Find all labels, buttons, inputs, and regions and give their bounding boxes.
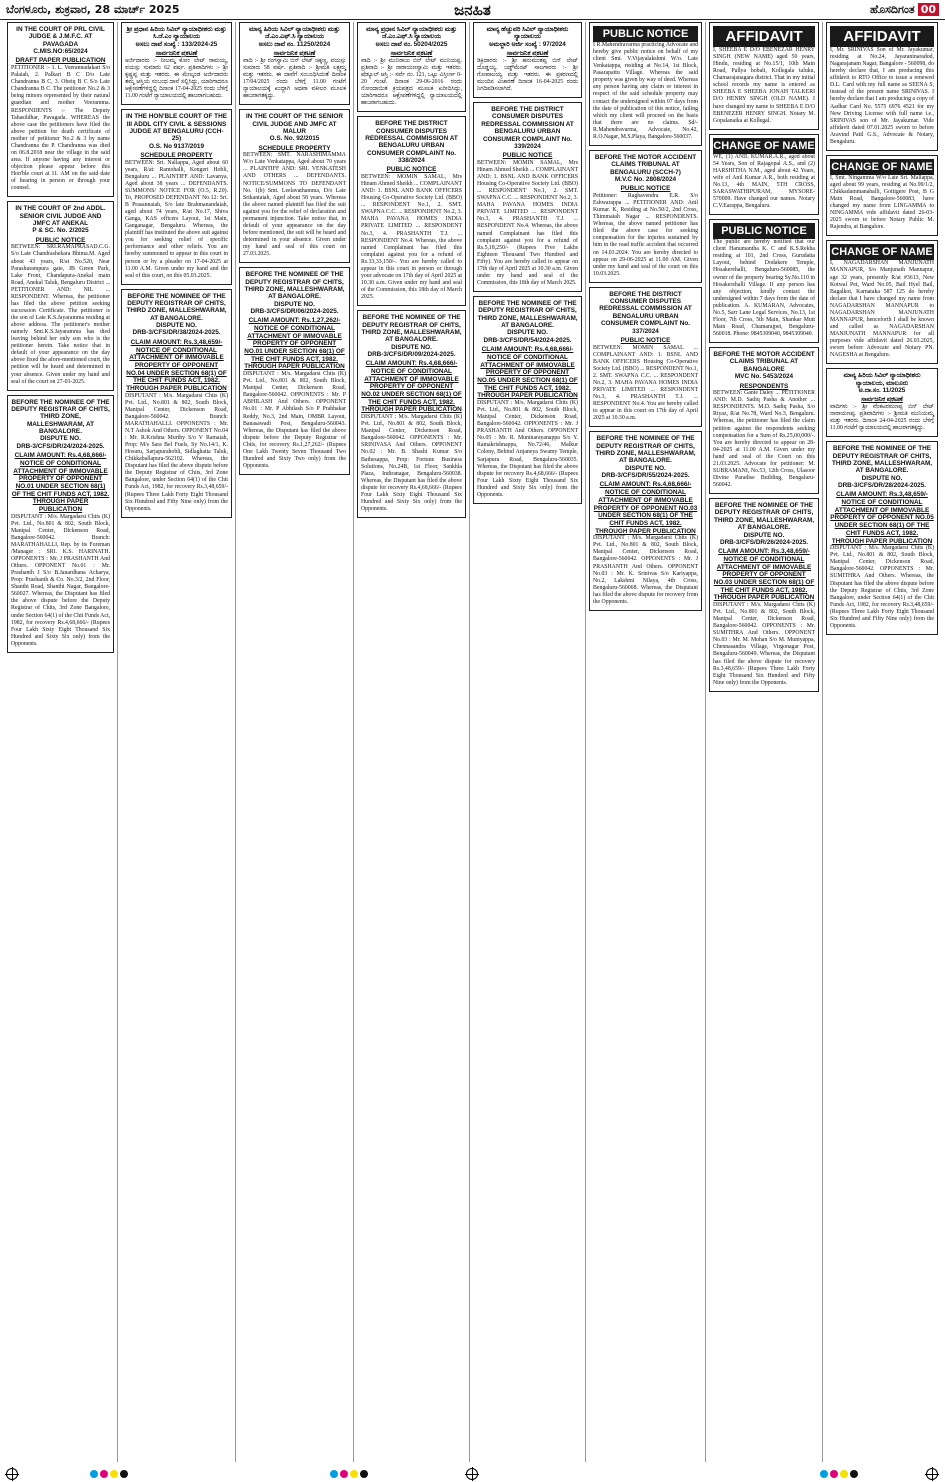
legal-notice	[826, 368, 938, 437]
notice-heading: IN THE COURT OF THE SENIOR CIVIL JUDGE AND JMFC AT MALUR O.S. No. 92/2015	[246, 113, 343, 143]
notice-subheading: CLAIM AMOUNT: Rs.1,27,262/- NOTICE OF CONDITIONAL ATTACHMENT OF IMMOVABLE PROPERTY OF OPPONENT NO.01 UNDER SECTION 68(1) OF THE CHIT FUNDS ACT, 1982. THROUGH PAPER PUBLICATION	[244, 317, 345, 371]
color-dot	[840, 1470, 848, 1478]
notice-heading: BEFORE THE NOMINEE OF THE DEPUTY REGISTRAR OF CHITS, THIRD ZONE, MALLESHWARAM, AT BANGALORE. DISPUTE NO. DRB-3/CFS/DR/55/2024-2025.	[595, 435, 696, 480]
legal-notice	[709, 134, 819, 216]
legal-notice	[239, 22, 350, 105]
notice-heading: BEFORE THE NOMINEE OF THE DEPUTY REGISTRAR OF CHITS, THIRD ZONE, MALLESHWARAM, AT BANGALORE. DISPUTE NO. DRB-3/CFS/DR/54/2024-2025.	[477, 300, 578, 344]
notice-heading: IN THE COURT OF 2nd ADDL. SENIOR CIVIL JUDGE AND JMFC AT ANEKAL P & SC. No. 2/2025	[15, 205, 106, 235]
notice-banner: PUBLIC NOTICE	[593, 26, 698, 42]
notice-subheading: DRAFT PAPER PUBLICATION	[15, 57, 106, 65]
notice-subheading: CLAIM AMOUNT: Rs.3,48,659/- NOTICE OF CONDITIONAL ATTACHMENT OF IMMOVABLE PROPERTY OF OPPONENT NO.04 UNDER SECTION 68(1) OF THE CHIT FUNDS ACT, 1982. THROUGH PAPER PUBLICATION	[126, 338, 227, 392]
color-dot	[120, 1470, 128, 1478]
color-dot	[340, 1470, 348, 1478]
legal-notice	[826, 441, 938, 635]
notice-banner: CHANGE OF NAME	[713, 139, 815, 152]
notice-heading: BEFORE THE DISTRICT CONSUMER DISPUTES REDRESSAL COMMISSION AT BENGALURU URBAN CONSUMER COMPLAINT No. 339/2024	[481, 106, 574, 150]
notice-body: DISPUTANT : M/s. Margadarsi Chits (K) Pvt. Ltd., No.801 & 802, South Block, Manipal Center, Dickenson Road, Bangalore-560042. OPPONENTS : Mr. SUMITHRA And Others. Whereas, the Disputant has filed the above dispute before the Deputy Registrar of Chits, 3rd Zone Bangalore, under Section 64(1) of the Chit Funds Act, 1982, for recovery Rs.3,48,659/- (Rupees Three Lakh Forty Eight Thousand Six Hundred and Fifty Nine only) from the Opponents.	[830, 545, 934, 629]
notice-column	[236, 22, 354, 1462]
notice-column	[823, 22, 941, 1462]
registration-mark-icon	[926, 1468, 938, 1480]
legal-notice	[709, 347, 819, 494]
legal-notice	[7, 22, 114, 197]
notice-body: ಅರ್ಜಿದಾರರು :- ನೀಲಮ್ಮ ಕೋಂ ಲೇಟ್ ರಾಮಯ್ಯ, ವಯಸ್ಸು ಸುಮಾರು 62 ವರ್ಷ. ಪ್ರತಿವಾದಿಗಳು :- ಶ್ರೀ ಕೃಷ್ಣಪ್ಪ ಮತ್ತು ಇತರರು. ಈ ಮೇಲ್ಕಂಡ ಅರ್ಜಿದಾರರು ತಮ್ಮ ಆಸ್ತಿಯ ಸಂಬಂಧ ದಾವೆ ಸಲ್ಲಿಸಿದ್ದು, ಯಾರಿಗಾದರೂ ಆಕ್ಷೇಪಣೆಗಳಿದ್ದಲ್ಲಿ ದಿನಾಂಕ 17-04-2025 ರಂದು ಬೆಳಿಗ್ಗೆ 11.00 ಗಂಟೆಗೆ ನ್ಯಾಯಾಲಯದಲ್ಲಿ ಹಾಜರಾಗಬಹುದು.	[125, 57, 228, 100]
color-dot	[850, 1470, 858, 1478]
notice-column	[354, 22, 470, 1462]
color-dot	[100, 1470, 108, 1478]
legal-notice	[709, 22, 819, 130]
notice-heading: BEFORE THE MOTOR ACCIDENT CLAIMS TRIBUNAL AT BANGALORE MVC No. 5453/2024	[713, 351, 815, 381]
notice-subheading: RESPONDENTS	[739, 382, 789, 390]
legal-notice	[121, 22, 232, 105]
notice-banner: CHANGE OF NAME	[831, 160, 933, 173]
notice-body: WE, (1) ANIL KUMAR.A.R., aged about 54 Years, Son of Rajagopal A.S., and (2) HARSHITHA N.M., aged about 42 Years, wife of Anil Kumar A.R., both residing at No.13, 4th MAIN, 5TH CROSS, SARASWATHIPURAM, MYSORE-570009. Have changed our names. Notary C.V.Earappa, Bengaluru.	[713, 153, 815, 210]
notice-heading: ಮಾನ್ಯ ಹಿರಿಯ ಸಿವಿಲ್ ನ್ಯಾಯಾಧೀಶರು ನ್ಯಾಯಾಲಯ, ಮಾಲೂರು ಅ.ದಾ.ಸಂ. 11/2025	[843, 372, 921, 394]
legal-notice	[473, 102, 582, 292]
notice-heading: IN THE HON'BLE COURT OF THE III ADDL CITY CIVIL & SESSIONS JUDGE AT BENGALURU (CCH-25) O.S. No 9137/2019	[126, 113, 227, 150]
color-dot	[360, 1470, 368, 1478]
masthead-paper-title: ಹೊಸದಿಗಂತ	[870, 3, 915, 16]
notice-subheading: PUBLIC NOTICE	[502, 152, 553, 160]
notice-subheading: CLAIM AMOUNT: Rs.4,68,666/- NOTICE OF CONDITIONAL ATTACHMENT OF IMMOVABLE PROPERTY OF OPPONENT NO.01 UNDER SECTION 68(1) OF THE CHIT FUNDS ACT, 1982. THROUGH PAPER PUBLICATION	[11, 452, 110, 513]
notice-heading: ಶ್ರೀ ಪ್ರಧಾನ ಹಿರಿಯ ಸಿವಿಲ್ ನ್ಯಾಯಾಧೀಶರು ಮತ್ತು ಸಿ.ಜೆ.ಎಂ ನ್ಯಾಯಾಲಯ ಅಸಲು ದಾವೆ ಸಂಖ್ಯೆ : 133/2024-25	[126, 26, 227, 48]
notice-banner: CHANGE OF NAME	[831, 246, 933, 259]
notice-body: ವಾದಿಗಳು :- ಶ್ರೀ ವೆಂಕಟರಮಣಪ್ಪ ಬಿನ್ ಲೇಟ್ ನಾರಾಯಣಪ್ಪ. ಪ್ರತಿವಾದಿಗಳು :- ಶ್ರೀಮತಿ ಮುನಿಯಮ್ಮ ಮತ್ತು ಇತರರು. ದಿನಾಂಕ 24-04-2025 ರಂದು ಬೆಳಿಗ್ಗೆ 11.00 ಗಂಟೆಗೆ ನ್ಯಾಯಾಲಯದಲ್ಲಿ ಹಾಜರಾಗತಕ್ಕದ್ದು.	[830, 404, 934, 432]
notice-banner: AFFIDAVIT	[713, 26, 815, 47]
legal-notice	[7, 395, 114, 653]
color-dot	[830, 1470, 838, 1478]
registration-mark-icon	[6, 1468, 18, 1480]
notice-body: DISPUTANT : M/s. Margadarsi Chits (K) Pvt. Ltd., No.801 & 802, South Block, Manipal Center, Dickenson Road, Bangalore-560042. OPPONENTS : Mr. SUMITHRA And Others. OPPONENT No.03 : Mr. M. Mohan S/o M. Muniyappa, Chennasandra Village, Virgonagar Post, Bengaluru-560049. Whereas, the Disputant has filed the above dispute for recovery Rs.3,48,659/- (Rupees Three Lakh Forty Eight Thousand Six Hundred and Fifty Nine only) from the Opponents.	[713, 602, 815, 686]
legal-notice	[826, 240, 938, 364]
color-dot	[330, 1470, 338, 1478]
legal-notice	[589, 287, 702, 428]
legal-notice	[473, 22, 582, 98]
legal-notice	[357, 310, 466, 518]
notice-grid	[4, 22, 941, 1462]
legal-notice	[7, 201, 114, 390]
notice-body: ವಾದಿ :- ಶ್ರೀ ಮುನಿರಾಜು ಬಿನ್ ಲೇಟ್ ಮುನಿಯಪ್ಪ. ಪ್ರತಿವಾದಿ :- ಶ್ರೀ ನಾರಾಯಣಸ್ವಾಮಿ ಮತ್ತು ಇತರರು. ಷೆಡ್ಯೂಲ್ ಆಸ್ತಿ :- ಸರ್ವೆ ನಂ. 121, ಒಟ್ಟು ವಿಸ್ತೀರ್ಣ 0-20 ಗುಂಟೆ. ದಿನಾಂಕ 29-06-2016 ರಂದು ನೋಂದಾಯಿತ ಕ್ರಯಪತ್ರದ ಮೂಲಕ ಖರೀದಿಸಿದ್ದು, ಯಾರಿಗಾದರೂ ಆಕ್ಷೇಪಣೆಗಳಿದ್ದಲ್ಲಿ ನ್ಯಾಯಾಲಯದಲ್ಲಿ ಹಾಜರಾಗಬಹುದು.	[361, 57, 462, 107]
masthead-date: ಬೆಂಗಳೂರು, ಶುಕ್ರವಾರ, 28 ಮಾರ್ಚ್ 2025	[6, 3, 180, 16]
notice-column	[586, 22, 706, 1462]
notice-heading: BEFORE THE NOMINEE OF THE DEPUTY REGISTRAR OF CHITS, THIRD ZONE, MALLESHWARAM, AT BANGALORE. DISPUTE NO. DRB-3/CFS/DR/26/2024-2025.	[713, 502, 815, 546]
notice-body: DISPUTANT : M/s. Margadarsi Chits (K) Pvt. Ltd., No.801 & 802, South Block, Manipal Center, Dickenson Road, Bangalore-560042. OPPONENTS : Mr. J PRASHANTH And Others. OPPONENT No.03 : Mr. K. Srinivas S/o Kariyappa, No.2, Lakshmi Nilaya, 4th Cross, Bengaluru-560068. Whereas, the Disputant has filed the above dispute for recovery from the Opponents.	[593, 535, 698, 605]
notice-body: BETWEEN: SRI.RAMAPRASAD.C.G. S/o Late Chandrashekara Bhima.M. Aged about 43 years, R/at No.520, Near Parashurampura gate, JB Green Park, Lake Front, Chandapura-Anekal main Road, Anekal Taluk, Bengaluru District ... PETITIONER AND: NIL ... RESPONDENT. Whereas, the petitioner has filed the above petition seeking succession Certificate. The petitioner is the son of Late K.S.Jayaramma residing at above address. The petitioner's mother namely Smt.K.S.Jayaramma has died leaving behind her only son who is the petitioner herein. Take notice that in default of your appearance on the day above fixed the afore-mentioned court, the petition will be heard and determined in your absence. Given under my hand and seal of the court on 27-03-2025.	[11, 244, 110, 385]
color-dots-right	[820, 1470, 858, 1478]
notice-subheading: CLAIM AMOUNT: Rs.3,48,659/- NOTICE OF CONDITIONAL ATTACHMENT OF IMMOVABLE PROPERTY OF OPPONENT NO.03 UNDER SECTION 68(1) OF THE CHIT FUNDS ACT, 1982. THROUGH PAPER PUBLICATION	[713, 548, 815, 602]
color-dot	[820, 1470, 828, 1478]
legal-notice	[709, 219, 819, 343]
notice-column	[706, 22, 823, 1462]
notice-subheading: SCHEDULE PROPERTY	[140, 151, 213, 159]
notice-column	[118, 22, 236, 1462]
notice-body: DISPUTANT : M/s. Margadarsi Chits (K) Pvt. Ltd., No.801 & 802, South Block, Manipal Center, Dickenson Road, Bangalore-560042. OPPONENTS : Mr. P ABHILASH And Others. OPPONENT No.01 : Mr. P Abhilash S/o P Prabhakar Reddy, No.3, 2nd Main, OMBR Layout, Banasawadi Post, Bengaluru-560043. Whereas, the Disputant has filed the above dispute before the Deputy Registrar of Chits, for recovery Rs.1,27,262/- (Rupees One Lakh Twenty Seven Thousand Two Hundred and Sixty Two only) from the Opponents.	[243, 371, 346, 469]
color-dot	[350, 1470, 358, 1478]
notice-body: I, Mr. SRINIVAS Son of Mr. Jayakumar, residing at No.24, Jayaraninaradod, Nagarajanam Nagar, Bangalore - 560098, do hereby declare that, I am producing this affidavit to RTO Office to issue a renewed D.L. Card with my full name as SEENA S, instead of the present name SRINIVAS. I hereby declare that I am producing a copy of Aadhar Card No. 5575 6976 4521 for my New Driving License with full name i.e., SRINIVAS son of Mr. Jayakumar. Vide affidavit dated 07.01.2025 sworn to before Aravind Patil G.S., Advocate & Notary, Bengaluru.	[830, 47, 934, 145]
notice-subheading: CLAIM AMOUNT: Rs.3,48,659/- NOTICE OF CONDITIONAL ATTACHMENT OF IMMOVABLE PROPERTY OF OPPONENT NO.05 UNDER SECTION 68(1) OF THE CHIT FUNDS ACT, 1982. THROUGH PAPER PUBLICATION	[830, 491, 934, 545]
notice-subheading: ಸಾರ್ವಜನಿಕ ಪ್ರಕಟಣೆ	[390, 50, 433, 58]
notice-heading: BEFORE THE NOMINEE OF THE DEPUTY REGISTRAR OF CHITS, THIRD ZONE, MALLESHWARAM, AT BANGALORE. DISPUTE NO. DRB-3/CFS/DR/24/2024-2025.	[11, 398, 110, 450]
notice-body: BETWEEN: MOMIN SAMAL, Mrs Hinam Ahmed Sheikh ... COMPLAINANT AND: 1. BSNL AND BANK OFFICERS Housing Co-Operative Society Ltd. (BBO) ... RESPONDENT No.1, 2. SMT. SWAPNA C.C. ... RESPONDENT No.2, 3. MAHA PAVANA HOMES INDIA PRIVATE LIMITED ... RESPONDENT No.3, 4. PRASHANTH T.J. ... RESPONDENT No.4. Whereas, the above named Complainant has filed this complaint against you for a refund of Rs.33,33,150/-. You are hereby called to appear in this court in person or through your advocate on 17th day of April 2025 at 10.30 a.m. Given under my hand and seal of the Commission, this 18th day of March 2025.	[361, 174, 462, 301]
notice-subheading: PUBLIC NOTICE	[386, 166, 437, 174]
color-dots-left	[90, 1470, 128, 1478]
notice-subheading: SCHEDULE PROPERTY	[258, 144, 331, 152]
notice-body: BETWEEN: SMT. NARASHIMAMMA W/o Late Venkatappa, Aged about 70 years ... PLAINTIFF AND: SRI. VENKATESH AND OTHERS ... DEFENDANTS. NOTICE/SUMMONS TO DEFENDANT No. 1(b) Smt. Leelavathamma, D/o Late Srikantaiah, Aged about 58 years. Whereas the above named plaintiff has filed the suit against you for the relief of declaration and permanent injunction. Take notice that, in default of your appearance on the day before mentioned, the suit will be heard and determined in your absence. Given under my hand and seal of this court on 27.03.2025.	[243, 152, 346, 258]
color-dots-mid	[330, 1470, 368, 1478]
notice-heading: BEFORE THE DISTRICT CONSUMER DISPUTES REDRESSAL COMMISSION AT BENGALURU URBAN CONSUMER COMPLAINT No. 337/2024	[599, 290, 692, 335]
notice-heading: BEFORE THE NOMINEE OF THE DEPUTY REGISTRAR OF CHITS, THIRD ZONE, MALLESHWARAM, AT BANGALORE. DISPUTE NO. DRB-3/CFS/DR/38/2024-2025.	[126, 292, 227, 337]
legal-notice	[121, 289, 232, 518]
notice-body: BETWEEN: Sri. Nallappa, Aged about 60 years, R/at: Ramohalli, Kengeri Hobli, Bengaluru ... PLAINTIFF AND: Lavanya, Aged about 38 years ... DEFENDANTS. SUMMONS/ NOTICE FOR (O.5, R.20). To, PROPOSED DEFENDANT No.12: Sri. B Prasannaiah, S/o late Brahmanandaiah, aged about 74 years, R/at No.17, Shiva Ganga, KAS officers Layout, 1st Main, Ganganagar, Bengaluru. Whereas, the plaintiff has instituted the above suit against you for seeking relief of specific performance and other reliefs. You are hereby summoned to appear in this court in person or by a pleader on 17-04-2025 at 11.00 A.M. Given under my hand and the seal of this court, on this 05.03.2025.	[125, 159, 228, 279]
notice-body: ವಾದಿ :- ಶ್ರೀ ರಂಗಸ್ವಾಮಿ ಬಿನ್ ಲೇಟ್ ಚಿಕ್ಕಣ್ಣ, ವಯಸ್ಸು ಸುಮಾರು 58 ವರ್ಷ. ಪ್ರತಿವಾದಿ :- ಶ್ರೀಮತಿ ಲಕ್ಷ್ಮಮ್ಮ ಮತ್ತು ಇತರರು. ಈ ದಾವೆಗೆ ಸಂಬಂಧಿಸಿದಂತೆ ದಿನಾಂಕ 17/04/2025 ರಂದು ಬೆಳಿಗ್ಗೆ 11.00 ಗಂಟೆಗೆ ನ್ಯಾಯಾಲಯಕ್ಕೆ ಖುದ್ದಾಗಿ ಅಥವಾ ವಕೀಲರ ಮೂಲಕ ಹಾಜರಾಗತಕ್ಕದ್ದು.	[243, 57, 346, 100]
notice-heading: ಮಾನ್ಯ ಹೆಚ್ಚುವರಿ ಸಿವಿಲ್ ನ್ಯಾಯಾಧೀಶರು ನ್ಯಾಯಾಲಯ ಅಮಲ್ಜಾರಿ ಅರ್ಜಿ ಸಂಖ್ಯೆ : 97/2024	[486, 26, 569, 48]
notice-body: Petitioner: Raghavendra E.R. S/o Eshwarappa ... PETITIONER AND: Anil Kumar. K, Residing at No.50/2, 2nd Cross, Thimmaiah Nagar ... RESPONDENTS. Whereas, the above named petitioner has filed the above case for seeking compensation for the injuries sustained by him in the road traffic accident that occurred on 14.03.2024. You are hereby directed to appear on 29-06-2025 at 11.00 AM. Given under my hand and seal of the court on this 10.03.2025.	[593, 193, 698, 277]
legal-notice	[589, 22, 702, 146]
notice-heading: ಮಾನ್ಯ ಹಿರಿಯ ಸಿವಿಲ್ ನ್ಯಾಯಾಧೀಶರು ಮತ್ತು ಜೆ.ಎಂ.ಎಫ್.ಸಿ ನ್ಯಾಯಾಲಯ ಅಸಲು ದಾವೆ ನಂ. 11250/2024	[249, 26, 340, 48]
notice-body: DISPUTANT : M/s. Margadarsi Chits (K) Pvt. Ltd., No.801 & 802, South Block, Manipal Center, Dickenson Road, Bangalore-560042. OPPONENTS : Mr. J PRASHANTH And Others. OPPONENT No.05 : Mr. R. Muninarayanappa S/o Y. Ramakrishnappa, No.72/46, Malkur Colony, Behind Anjaneya Swamy Temple, Sarjapura Road, Bengaluru-560035. Whereas, the Disputant has filed the above dispute for recovery Rs.4,68,666/- (Rupees Four Lakh Sixty Eight Thousand Six Hundred and Sixty Six only) from the Opponents.	[477, 400, 578, 498]
color-dot	[110, 1470, 118, 1478]
notice-column	[4, 22, 118, 1462]
masthead	[0, 0, 945, 20]
legal-notice	[826, 22, 938, 151]
notice-column	[470, 22, 586, 1462]
notice-heading: BEFORE THE NOMINEE OF THE DEPUTY REGISTRAR OF CHITS, THIRD ZONE, MALLESHWARAM, AT BANGALORE. DISPUTE NO. DRB-3/CFS/DR/09/2024-2025.	[361, 314, 462, 358]
notice-subheading: PUBLIC NOTICE	[35, 236, 86, 244]
legal-notice	[826, 155, 938, 237]
notice-subheading: CLAIM AMOUNT: Rs.4,68,666/- NOTICE OF CONDITIONAL ATTACHMENT OF IMMOVABLE PROPERTY OF OPPONENT NO.02 UNDER SECTION 68(1) OF THE CHIT FUNDS ACT, 1982. THROUGH PAPER PUBLICATION	[361, 360, 462, 414]
notice-body: I, Smt. Ningamma W/o Late Sri. Mallappa, aged about 99 years, residing at No.99/1/2, Chikkadammanahalli, Gottigere Post, B G Main Road, Bangalore-560083, have changed my name from LINGAMMA to NINGAMMA vide affidavit dated 26-03-2025 sworn to before Notary Public M. Rajendra, at Bangalore.	[830, 174, 934, 231]
notice-body: ಡಿಕ್ರಿದಾರರು :- ಶ್ರೀ ಹನುಮಂತಪ್ಪ ಬಿನ್ ಲೇಟ್ ದೊಡ್ಡಯ್ಯ. ಜಡ್ಜ್‌ಮೆಂಟ್ ಸಾಲಗಾರರು :- ಶ್ರೀ ಗೋಪಾಲಯ್ಯ ಮತ್ತು ಇತರರು. ಈ ಪ್ರಕರಣದಲ್ಲಿ ಮುಂದಿನ ವಿಚಾರಣೆ ದಿನಾಂಕ 16-04-2025 ರಂದು ನಿಗದಿಪಡಿಸಲಾಗಿದೆ.	[477, 57, 578, 93]
notice-banner: PUBLIC NOTICE	[713, 223, 815, 239]
notice-body: The public are hereby notified that our client Hanumantha K. C and K.S.Rekha residing at 101, 2nd Cross, Gurudatta Layout, behind Dodakere Temple, Hosakerehalli, Bengaluru-560085, the owner of the property bearing Sy.No.110 in Hosakerehalli Village. If any person has any objection, kindly contact the undersigned within 7 days from the date of publication. A. KUMARAN, Advocates, No.5, Sarr Lane Legal Services, No.13, 1st Floor, 7th Cross, 5th Main, Shankar Mutt Main Road, Chamarajpet, Bengaluru-560018. Phone: 9845309040, 9845309040.	[713, 239, 815, 337]
notice-body: I, NAGADARSHAN MANJUNATH MANNAPUR, S/o Manjunath Mannapur, age 32 years, presently R/at #3613, New Kotwal Pet, Ward No.05, Bail Hyel Bail, Bagalkot, Karnataka 587 125 do hereby declare that I have changed my name from NAGADARSHAN MANNAPUR to NAGADARSHAN MANJUNATH MANNAPUR, henceforth I shall be known and called as NAGADARSHAN MANJUNATH MANNAPUR for all purposes vide affidavit dated 26.03.2025, sworn before Advocate and Notary PN. NAGESHA at Bengaluru.	[830, 260, 934, 359]
legal-notice	[239, 267, 350, 475]
notice-body: DISPUTANT : M/s. Margadarsi Chits (K) Pvt. Ltd., No.801 & 802, South Block, Manipal Center, Dickenson Road, Bangalore-560042. Branch: MARATHAHALLI, Rep. by its Foreman /Manager : SRI. K.S. HARINATH. OPPONENTS : Mr. J PRASHANTH And Others. OPPONENT No.01 : Mr. Prashanth J S/o B.Janardhana Acharya, Prop: Prashanth & Co. No.3/2, 2nd Floor, Shanthi Road, Shanthi Nagar, Bangalore-560027. Whereas, the Disputant has filed the above dispute before the Deputy Registrar of Chits, 3rd Zone Bangalore, under Section 64(1) of the Chit Funds Act, 1982, for recovery Rs.4,68,666/- (Rupees Four Lakh Sixty Eight Thousand Six Hundred and Sixty Six only) from the Opponents.	[11, 513, 110, 647]
notice-heading: IN THE COURT OF PRL CIVIL JUDGE & J.M.F.C. AT PAVAGADA C.MIS.NO:65/2024	[16, 26, 105, 56]
notice-heading: ಮಾನ್ಯ ಪ್ರಧಾನ ಸಿವಿಲ್ ನ್ಯಾಯಾಧೀಶರು ಮತ್ತು ಜೆ.ಎಂ.ಎಫ್.ಸಿ ನ್ಯಾಯಾಲಯ ಅಸಲು ದಾವೆ ನಂ. 50204/2025	[366, 26, 457, 48]
legal-notice	[589, 431, 702, 611]
notice-body: PETITIONER :- 1. L. Veerannadakari S/o Palaiah, 2. Palkari B C D/o Late Chandranna B C, 3. Obeiq B C S/o Late Chandranna B C. The petitioner No.2 & 3 being minors represented by their natural guardian and mother Veeramma. RESPONDENTS :- The Deputy Tahasildhar, Pavagada. WHEREAS the above case the petitioners have filed the above petition for death certificate of mother of petitioner No.2 & 3 by name Chandranna the P. Chandranna was died on 06.8.2018 near the village in the said area. If anyone having any interest or objection please appear before this Hon'ble court at 11. AM on the said date of hearing in person or through your counsel.	[11, 65, 110, 192]
legal-notice	[473, 296, 582, 504]
legal-notice	[121, 109, 232, 285]
notice-body: BETWEEN: Ganie Daley ... PETITIONER AND: M.D. Sadiq Pasha & Another ... RESPONDENTS. M.D. Sadiq Pasha, S/o Riyaz, R/at No.78, Ward No.3, Bengaluru. Whereas, the petitioner has filed the claim petition against the respondents seeking compensation for a Sum of Rs.25,00,000/-. You are hereby directed to appear on 28-04-2025 at 11.00 A.M. Given under my hand and seal of the Court on this 21.03.2025. Advocate for petitioner: M. SUBRAMANI, No.53, 12th Cross, Ulasoor Divine Paradise Building, Bengaluru-560042.	[713, 390, 815, 488]
notice-heading: BEFORE THE NOMINEE OF THE DEPUTY REGISTRAR OF CHITS, THIRD ZONE, MALLESHWARAM, AT BANGALORE. DISPUTE NO. DRB-3/CFS/DR/28/2024-2025.	[831, 445, 933, 490]
notice-body: DISPUTANT : M/s. Margadarsi Chits (K) Pvt. Ltd., No.801 & 802, South Block, Manipal Center, Dickenson Road, Bangalore-560042. Branch: MARATHAHALLI. OPPONENTS : Mr. N.T Ashok And Others. OPPONENT No.04 : Mr. R.Krishna Murthy S/o V Ramaiah, Prop: M/s Sara Bel Fuels, Sy No.14/1, K. Hosuru, Sarjapurahobli, Sidlaghatta Taluk, Chikkaballapura-562102. Whereas, the Disputant has filed the above dispute before the Deputy Registrar of Chits, 3rd Zone Bangalore, under Section 64(1) of the Chit Funds Act, 1982, for recovery Rs.3,48,659/- (Rupees Three Lakh Forty Eight Thousand Six Hundred and Fifty Nine only) from the Opponents.	[125, 392, 228, 512]
masthead-section-title: ಜನಹಿತ	[454, 1, 491, 19]
legal-notice	[357, 116, 466, 306]
page-number: 00	[918, 3, 939, 16]
legal-notice	[357, 22, 466, 112]
notice-subheading: ಸಾರ್ವಜನಿಕ ಪ್ರಕಟಣೆ	[273, 50, 316, 58]
notice-heading: BEFORE THE MOTOR ACCIDENT CLAIMS TRIBUNAL AT BENGALURU (SCCH-7) M.V.C No. 2808/2024	[594, 153, 697, 183]
registration-mark-icon	[466, 1468, 478, 1480]
notice-subheading: PUBLIC NOTICE	[620, 185, 671, 193]
notice-body: BETWEEN: MOMIN SAMAL ... COMPLAINANT AND: 1. BSNL AND BANK OFFICERS Housing Co-Operative Society Ltd. (BBO) ... RESPONDENT No.1, 2. SMT. SWAPNA C.C. ... RESPONDENT No.2, 3. MAHA PAVANA HOMES INDIA PRIVATE LIMITED ... RESPONDENT No.3, 4. PRASHANTH T.J. ... RESPONDENT No.4. You are hereby called to appear in this court on 17th day of April 2025 at 10.30 a.m.	[593, 344, 698, 422]
notice-body: I R.Mahendravarma practicing Advocate and hereby give public notice on behalf of my client Smt. V.Vijayalakshmi W/o. Late Venkatappa, residing at No.14, 1st Block, Pasarapattu Village. Whereas the said property was given by way of deed. Whereas any person having any claim or interest in respect of the said schedule property may contact the undersigned within 07 days from the date of publication of this notice, failing which my client will proceed on the basis that there are no claims. Sd/- R.Mahendravarma, Advocate, No.42, R.O.Nagar, M.S.Playa, Bangalore-560037.	[593, 42, 698, 140]
notice-subheading: ಸಾರ್ವಜನಿಕ ಪ್ರಕಟಣೆ	[861, 396, 903, 404]
notice-body: DISPUTANT : M/s. Margadarsi Chits (K) Pvt. Ltd., No.801 & 802, South Block, Manipal Center, Dickenson Road, Bangalore-560042. OPPONENTS : Mr. SRINIVASA And Others. OPPONENT No.02 : Mr. B. Shashi Kumar S/o Bathesappa, Prop: Fortune Business Solutions, No.24B, 1st Floor, Sankhla Plaza, Indiranagar, Bengaluru-560038. Whereas, the Disputant has filed the above dispute for recovery Rs.4,68,666/- (Rupees Four Lakh Sixty Eight Thousand Six Hundred and Sixty Six only) from the Opponents.	[361, 414, 462, 512]
notice-subheading: CLAIM AMOUNT: Rs.4,68,666/- NOTICE OF CONDITIONAL ATTACHMENT OF IMMOVABLE PROPERTY OF OPPONENT NO.03 UNDER SECTION 68(1) OF THE CHIT FUNDS ACT, 1982. THROUGH PAPER PUBLICATION	[593, 481, 698, 535]
print-registration-bar	[0, 1466, 945, 1482]
masthead-paper-name	[870, 3, 939, 17]
notice-subheading: PUBLIC NOTICE	[620, 336, 671, 344]
notice-subheading: ಸಾರ್ವಜನಿಕ ಪ್ರಕಟಣೆ	[155, 50, 198, 58]
color-dot	[90, 1470, 98, 1478]
notice-banner: AFFIDAVIT	[830, 26, 934, 47]
notice-heading: BEFORE THE NOMINEE OF THE DEPUTY REGISTRAR OF CHITS, THIRD ZONE, MALLESHWARAM, AT BANGALORE. DISPUTE NO. DRB-3/CFS/DR/06/2024-2025.	[244, 271, 345, 315]
notice-subheading: CLAIM AMOUNT: Rs.4,68,666/- NOTICE OF CONDITIONAL ATTACHMENT OF IMMOVABLE PROPERTY OF OPPONENT NO.05 UNDER SECTION 68(1) OF THE CHIT FUNDS ACT, 1982. THROUGH PAPER PUBLICATION	[477, 346, 578, 400]
notice-body: I, SHEEBA E D/O EBENEZAR HENRY SINGH (NEW NAME) aged 50 years, Hindu, residing at No.15/1, 10th Main Road, Pallya hobali, Kollegala taluku, Chamarajanagara district. That in my initial school records my name is entered as SHEEBA E SHEEBA JONAH TALKERI D/O HENRY SINGH (OLD NAME). I have changed my name to SHEEBA E D/O EBENEZER HENRY SINGH. Notary M. Gopalanaika at Kollegal.	[713, 47, 815, 124]
legal-notice	[709, 498, 819, 692]
legal-notice	[589, 150, 702, 283]
notice-body: BETWEEN: MOMIN SAMAL, Mrs Hinam Ahmed Sheikh ... COMPLAINANT AND: 1. BSNL AND BANK OFFICERS Housing Co-Operative Society Ltd. (BBO) ... RESPONDENT No.1, 2. SMT. SWAPNA C.C. ... RESPONDENT No.2, 3. MAHA PAVANA HOMES INDIA PRIVATE LIMITED ... RESPONDENT No.3, 4. PRASHANTH T.J. ... RESPONDENT No.4. Whereas, the above named Complainant has filed this complaint against you for a refund of Rs.5,18,250/- (Rupees Five Lakhs Eighteen Thousand Two Hundred and Fifty). You are hereby called to appear on 17th day of April 2025 at 10.30 a.m. Given under my hand and seal of the Commission, this 18th day of March 2025.	[477, 159, 578, 286]
notice-subheading: ಸಾರ್ವಜನಿಕ ಪ್ರಕಟಣೆ	[506, 50, 549, 58]
legal-notice	[239, 109, 350, 263]
notice-heading: BEFORE THE DISTRICT CONSUMER DISPUTES REDRESSAL COMMISSION AT BENGALURU URBAN CONSUMER COMPLAINT No. 338/2024	[365, 120, 458, 164]
